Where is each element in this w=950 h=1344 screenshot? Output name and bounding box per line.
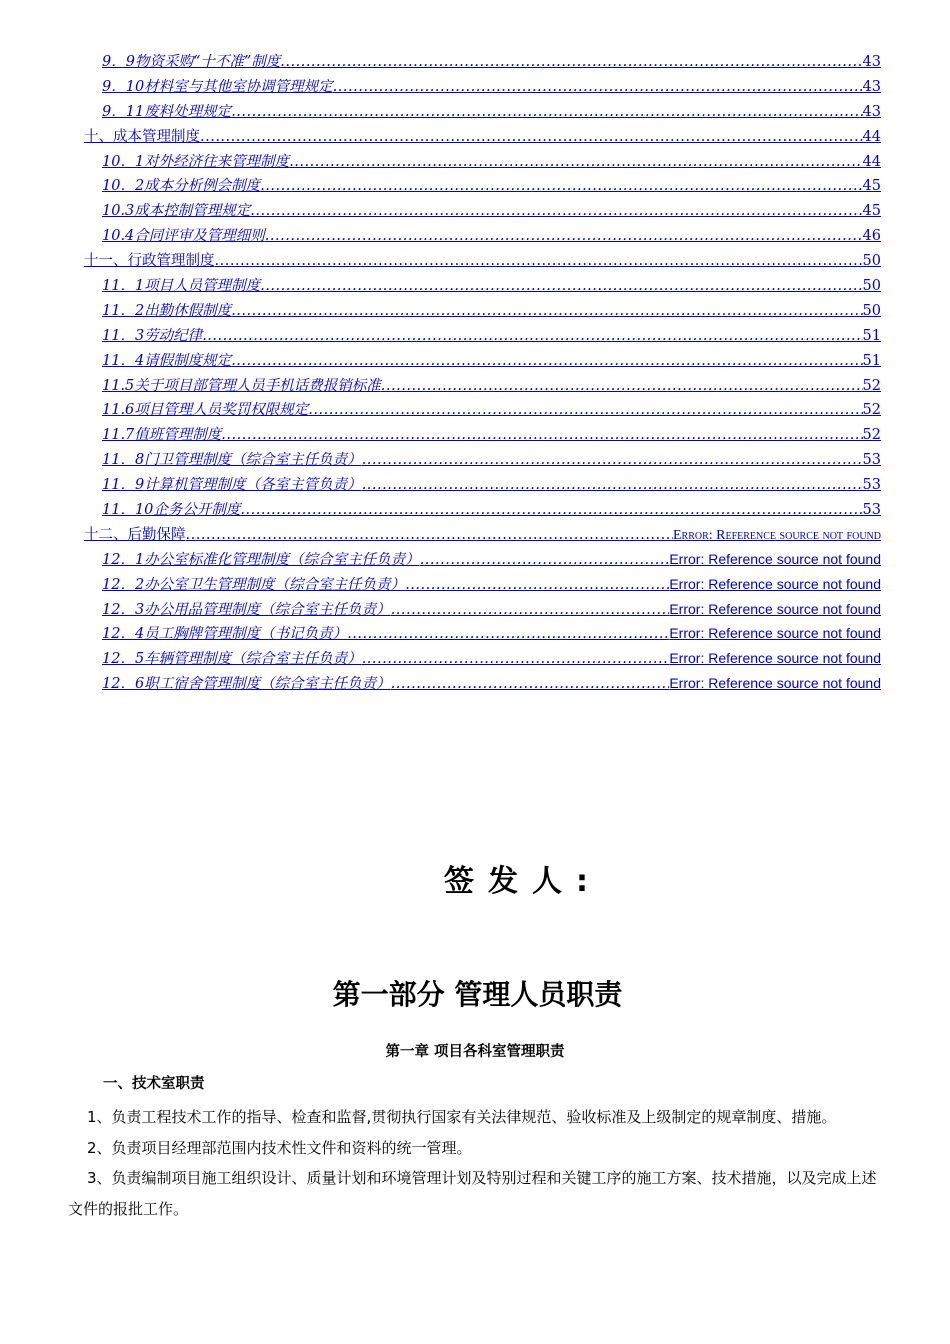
toc-entry-page: 53: [862, 477, 881, 494]
toc-entry-page: Error: Reference source not found: [669, 575, 881, 592]
toc-leader-dots: [280, 54, 862, 70]
toc-entry-page: 44: [862, 153, 881, 170]
toc-entry-title: 11.7值班管理制度: [102, 427, 222, 444]
toc-entry-title: 11．3劳动纪律: [102, 327, 203, 344]
toc-entry-page: 46: [862, 228, 881, 245]
toc-entry-page: 51: [862, 352, 881, 369]
toc-entry-page: 45: [862, 203, 881, 220]
toc-entry[interactable]: [84, 398, 881, 423]
toc-entry-title: 10.3成本控制管理规定: [102, 203, 251, 220]
toc-entry[interactable]: [84, 498, 881, 523]
toc-entry-page: Error: Reference source not found: [669, 650, 881, 667]
toc-entry[interactable]: [84, 174, 881, 199]
toc-leader-dots: [347, 626, 669, 642]
toc-leader-dots: [200, 129, 863, 145]
toc-entry-title: 12．3办公用品管理制度（综合室主任负责）: [102, 601, 391, 618]
toc-entry-title: 十二、后勤保障: [84, 526, 186, 543]
signer-label: 签发人:: [444, 864, 602, 899]
toc-leader-dots: [333, 79, 863, 95]
toc-entry-title: 12．1办公室标准化管理制度（综合室主任负责）: [102, 551, 420, 568]
toc-leader-dots: [265, 228, 863, 244]
toc-leader-dots: [391, 676, 670, 692]
toc-entry[interactable]: [84, 573, 881, 598]
toc-entry[interactable]: [84, 125, 881, 150]
toc-leader-dots: [362, 452, 863, 468]
toc-entry-page: 45: [862, 178, 881, 195]
toc-entry[interactable]: [84, 274, 881, 299]
toc-entry[interactable]: [84, 672, 881, 697]
paragraph: 1、负责工程技术工作的指导、检查和监督,贯彻执行国家有关法律规范、验收标准及上级制定的规章制度、措施。: [87, 1108, 837, 1126]
part-title: 第一部分 管理人员职责: [332, 978, 623, 1011]
toc-entry-title: 10．2成本分析例会制度: [102, 178, 261, 195]
toc-leader-dots: [381, 378, 863, 394]
toc-leader-dots: [260, 278, 862, 294]
table-of-contents: [84, 50, 881, 697]
toc-entry-title: 11．1项目人员管理制度: [102, 278, 261, 295]
toc-entry-page: 43: [862, 54, 881, 70]
toc-entry[interactable]: [84, 598, 881, 623]
toc-leader-dots: [215, 253, 863, 269]
toc-entry[interactable]: [84, 523, 881, 548]
toc-entry[interactable]: [84, 224, 881, 249]
toc-entry-page: 50: [862, 278, 881, 295]
toc-entry[interactable]: [84, 548, 881, 573]
toc-entry-page: 52: [862, 427, 881, 444]
toc-entry-title: 9．9物资采购“十不准”制度: [102, 54, 281, 70]
toc-entry[interactable]: [84, 374, 881, 399]
toc-entry[interactable]: [84, 349, 881, 374]
toc-entry-page: Error: Reference source not found: [669, 550, 881, 567]
toc-entry-title: 10．1对外经济往来管理制度: [102, 153, 290, 170]
toc-entry-title: 10.4合同评审及管理细则: [102, 228, 265, 245]
toc-entry-page: 53: [862, 502, 881, 519]
toc-leader-dots: [250, 203, 862, 219]
toc-entry[interactable]: [84, 448, 881, 473]
toc-leader-dots: [202, 328, 862, 344]
toc-entry-title: 9．11废料处理规定: [102, 103, 232, 120]
toc-entry[interactable]: [84, 75, 881, 100]
toc-entry-title: 11.5关于项目部管理人员手机话费报销标准: [102, 377, 381, 394]
toc-entry-page: 52: [862, 402, 881, 419]
toc-entry-title: 12．5车辆管理制度（综合室主任负责）: [102, 651, 362, 668]
toc-leader-dots: [231, 353, 862, 369]
toc-entry[interactable]: [84, 473, 881, 498]
toc-entry-title: 12．4员工胸牌管理制度（书记负责）: [102, 626, 348, 643]
toc-leader-dots: [240, 502, 862, 518]
toc-entry[interactable]: [84, 647, 881, 672]
toc-entry-title: 11．9计算机管理制度（各室主管负责）: [102, 477, 362, 494]
toc-entry[interactable]: [84, 150, 881, 175]
toc-entry[interactable]: [84, 100, 881, 125]
toc-leader-dots: [260, 178, 862, 194]
toc-entry-title: 十一、行政管理制度: [84, 253, 215, 270]
toc-leader-dots: [362, 651, 670, 667]
toc-entry-title: 11．2出勤休假制度: [102, 302, 232, 319]
paragraph: 3、负责编制项目施工组织设计、质量计划和环境管理计划及特别过程和关键工序的施工方案、技术措施，以及完成上述文件的报批工作。: [68, 1169, 877, 1218]
toc-leader-dots: [221, 427, 862, 443]
toc-entry[interactable]: [84, 299, 881, 324]
toc-leader-dots: [289, 154, 862, 170]
toc-entry[interactable]: [84, 50, 881, 75]
toc-entry-page: 53: [862, 452, 881, 469]
toc-entry-page: Error: Reference source not found: [669, 600, 881, 617]
toc-entry-page: 50: [862, 302, 881, 319]
paragraph: 2、负责项目经理部范围内技术性文件和资料的统一管理。: [87, 1138, 472, 1157]
toc-leader-dots: [186, 527, 673, 543]
toc-entry-title: 11．8门卫管理制度（综合室主任负责）: [102, 452, 362, 469]
toc-entry[interactable]: [84, 622, 881, 647]
toc-entry-title: 11.6项目管理人员奖罚权限规定: [102, 402, 309, 419]
toc-entry-title: 9．10材料室与其他室协调管理规定: [102, 78, 333, 95]
toc-entry[interactable]: [84, 324, 881, 349]
toc-leader-dots: [405, 577, 669, 593]
toc-leader-dots: [420, 552, 670, 568]
toc-entry[interactable]: [84, 199, 881, 224]
toc-entry-title: 12．2办公室卫生管理制度（综合室主任负责）: [102, 576, 406, 593]
section-title: 一、技术室职责: [103, 1076, 205, 1092]
toc-entry-title: 12．6职工宿舍管理制度（综合室主任负责）: [102, 676, 391, 693]
toc-entry-title: 十、成本管理制度: [84, 128, 200, 145]
toc-entry-page: Error: Reference source not found: [669, 675, 881, 692]
toc-leader-dots: [231, 303, 862, 319]
toc-entry-page: 43: [862, 78, 881, 95]
toc-entry-page: 51: [862, 327, 881, 344]
body-text: [68, 1102, 882, 1224]
toc-leader-dots: [362, 477, 863, 493]
toc-entry-page: Error: Reference source not found: [672, 527, 881, 543]
toc-entry[interactable]: [84, 423, 881, 448]
toc-leader-dots: [231, 104, 862, 120]
toc-entry-page: 50: [862, 253, 881, 270]
toc-entry-page: 52: [862, 377, 881, 394]
toc-entry-page: Error: Reference source not found: [669, 625, 881, 642]
toc-leader-dots: [308, 402, 862, 418]
toc-entry-title: 11．4请假制度规定: [102, 352, 232, 369]
toc-entry-title: 11．10企务公开制度: [102, 502, 241, 519]
toc-entry-page: 44: [862, 128, 881, 145]
toc-leader-dots: [391, 602, 670, 618]
chapter-title: 第一章 项目各科室管理职责: [385, 1044, 565, 1060]
toc-entry[interactable]: [84, 249, 881, 274]
toc-entry-page: 43: [862, 103, 881, 120]
